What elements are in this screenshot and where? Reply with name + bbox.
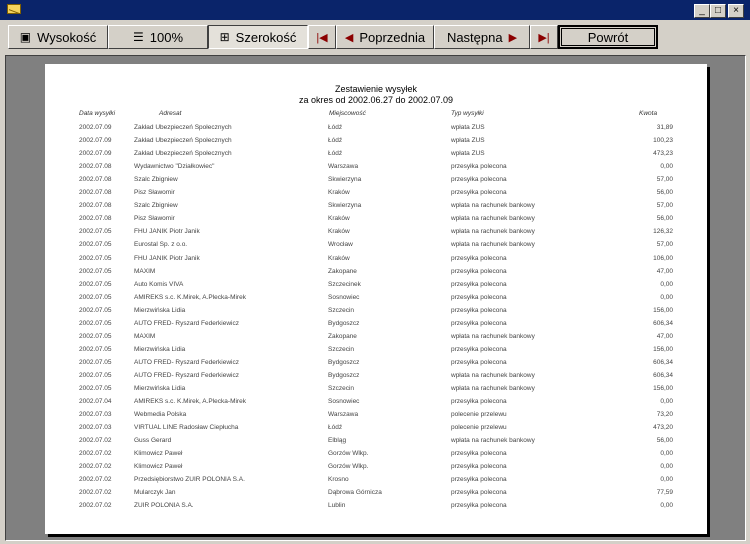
cell-type: przesyłka polecona [451,476,507,484]
cell-type: przesyłka polecona [451,358,507,366]
zoom-label: 100% [149,29,183,45]
table-row [45,463,707,476]
cell-date: 2002.07.09 [79,150,112,158]
header-amount: Kwota [639,110,658,117]
report-preview-area[interactable] [5,55,746,541]
table-row [45,268,707,281]
cell-amount: 77,59 [656,489,673,497]
cell-amount: 56,00 [656,215,673,223]
cell-place: Szczecin [328,385,355,392]
table-row [45,215,707,228]
cell-date: 2002.07.02 [79,463,112,471]
table-row [45,320,707,333]
page-icon: ▣ [19,30,32,44]
cell-type: przesyłka polecona [451,293,507,301]
cell-date: 2002.07.02 [79,489,112,497]
cell-place: Kraków [328,189,350,197]
cell-place: Bydgoszcz [328,371,360,379]
cell-type: przesyłka polecona [451,254,507,262]
cell-date: 2002.07.02 [79,502,112,510]
cell-amount: 73,20 [656,411,673,419]
cell-date: 2002.07.09 [79,137,112,145]
next-arrow-icon: ▶ [508,31,518,44]
cell-type: polecenie przelewu [451,411,507,419]
cell-date: 2002.07.05 [79,267,112,275]
cell-date: 2002.07.05 [79,228,112,236]
back-button[interactable] [558,25,658,49]
cell-type: przesyłka polecona [451,489,507,497]
cell-addressee: Mierzwińska Lidia [134,345,186,353]
table-row [45,294,707,307]
cell-addressee: Klimowicz Paweł [134,463,183,471]
table-row [45,346,707,359]
cell-type: przesyłka polecona [451,463,507,471]
cell-addressee: Eurostal Sp. z o.o. [134,241,188,249]
fit-width-label: Szerokość [235,29,297,45]
cell-addressee: Zakład Ubezpieczeń Społecznych [134,124,232,131]
cell-date: 2002.07.02 [79,437,112,445]
table-row [45,241,707,254]
cell-type: przesyłka polecona [451,163,507,171]
table-row [45,176,707,189]
table-row [45,255,707,268]
cell-amount: 31,89 [656,124,673,131]
cell-place: Warszawa [328,163,359,171]
cell-place: Kraków [328,254,350,262]
cell-amount: 0,00 [660,502,673,510]
cell-place: Łódź [328,124,343,131]
cell-date: 2002.07.05 [79,345,112,353]
cell-amount: 56,00 [656,189,673,197]
cell-place: Łódź [328,424,343,432]
cell-addressee: Guss Gerard [134,437,172,445]
first-page-button[interactable] [308,25,336,49]
table-row [45,476,707,489]
cell-amount: 606,34 [653,319,673,327]
cell-date: 2002.07.05 [79,332,112,340]
previous-arrow-icon: ◀ [344,31,354,44]
table-row [45,450,707,463]
table-row [45,385,707,398]
cell-addressee: Zakład Ubezpieczeń Społecznych [134,150,232,158]
cell-amount: 126,32 [653,228,673,236]
cell-place: Łódź [328,150,343,158]
cell-amount: 57,00 [656,176,673,184]
cell-type: przesyłka polecona [451,345,507,353]
cell-date: 2002.07.04 [79,398,112,406]
cell-addressee: VIRTUAL LINE Radosław Ciepłucha [134,424,239,432]
table-row [45,372,707,385]
cell-amount: 606,34 [653,358,673,366]
cell-place: Łódź [328,137,343,145]
last-page-icon: ▶| [538,31,550,44]
last-page-button[interactable] [530,25,558,49]
zoom-100-button[interactable] [108,25,208,49]
table-row [45,202,707,215]
cell-type: wpłata na rachunek bankowy [451,371,535,379]
envelope-icon [7,4,21,14]
cell-place: Szczecinek [328,280,361,288]
cell-date: 2002.07.02 [79,450,112,458]
cell-amount: 473,20 [653,424,673,432]
cell-date: 2002.07.03 [79,424,112,432]
cell-addressee: MAXIM [134,267,156,275]
cell-addressee: AUTO FRED- Ryszard Federkiewicz [134,358,239,366]
cell-place: Kraków [328,228,350,236]
cell-amount: 47,00 [656,267,673,275]
cell-addressee: FHU JANIK Piotr Janik [134,254,200,262]
cell-type: przesyłka polecona [451,306,507,314]
cell-date: 2002.07.05 [79,371,112,379]
cell-addressee: Szalc Zbigniew [134,202,178,210]
cell-addressee: Pisz Sławomir [134,215,175,223]
cell-addressee: Mierzwińska Lidia [134,306,186,314]
cell-place: Elbląg [328,437,347,445]
fit-width-button[interactable] [208,25,308,49]
cell-date: 2002.07.08 [79,189,112,197]
table-row [45,189,707,202]
cell-amount: 0,00 [660,463,673,471]
cell-amount: 606,34 [653,371,673,379]
cell-place: Gorzów Wlkp. [328,450,369,458]
cell-type: przesyłka polecona [451,450,507,458]
cell-date: 2002.07.08 [79,202,112,210]
table-row [45,489,707,502]
cell-addressee: Wydawnictwo "Działkowiec" [134,163,215,171]
cell-place: Warszawa [328,411,359,419]
cell-amount: 0,00 [660,280,673,288]
cell-addressee: Szalc Zbigniew [134,176,178,184]
previous-page-button[interactable] [336,25,434,49]
cell-addressee: Przedsiębiorstwo ZUIR POLONIA S.A. [134,476,245,484]
back-label: Powrót [587,29,629,45]
table-row [45,124,707,137]
cell-amount: 156,00 [653,306,673,314]
cell-type: przesyłka polecona [451,267,507,275]
cell-date: 2002.07.03 [79,411,112,419]
report-title: Zestawienie wysyłek [334,84,418,94]
table-row [45,424,707,437]
cell-place: Lublin [328,502,346,510]
report-subtitle: za okres od 2002.06.27 do 2002.07.09 [298,95,454,105]
cell-amount: 0,00 [660,398,673,406]
fit-height-button[interactable] [8,25,108,49]
cell-place: Sosnowiec [328,293,360,301]
close-button[interactable]: × [728,4,744,18]
cell-date: 2002.07.05 [79,293,112,301]
cell-type: przesyłka polecona [451,176,507,184]
table-row [45,502,707,515]
cell-amount: 56,00 [656,437,673,445]
cell-place: Bydgoszcz [328,319,360,327]
next-page-button[interactable] [434,25,530,49]
cell-amount: 57,00 [656,202,673,210]
cell-type: przesyłka polecona [451,189,507,197]
cell-amount: 0,00 [660,293,673,301]
cell-type: przesyłka polecona [451,398,507,406]
cell-type: wpłata na rachunek bankowy [451,215,535,223]
header-addressee: Adresat [159,110,182,117]
cell-type: wpłata na rachunek bankowy [451,437,535,445]
cell-type: wpłata ZUS [451,150,485,158]
first-page-icon: |◀ [316,31,328,44]
cell-addressee: Webmedia Polska [134,411,187,419]
cell-type: przesyłka polecona [451,319,507,327]
cell-addressee: AMIREKS s.c. K.Mirek, A.Plecka-Mirek [134,398,246,406]
cell-date: 2002.07.09 [79,124,112,131]
table-row [45,137,707,150]
cell-type: wpłata ZUS [451,137,485,145]
cell-date: 2002.07.05 [79,319,112,327]
cell-date: 2002.07.08 [79,215,112,223]
header-place: Miejscowość [329,110,366,117]
cell-addressee: AMIREKS s.c. K.Mirek, A.Plecka-Mirek [134,293,246,301]
cell-place: Skwierzyna [328,202,362,210]
cell-place: Sosnowiec [328,398,360,406]
cell-amount: 473,23 [653,150,673,158]
cell-place: Zakopane [328,267,357,275]
cell-place: Dąbrowa Górnicza [328,489,382,497]
cell-date: 2002.07.05 [79,358,112,366]
report-page [45,64,707,534]
cell-addressee: AUTO FRED- Ryszard Federkiewicz [134,371,239,379]
page-width-icon: ⊞ [219,30,230,44]
cell-addressee: AUTO FRED- Ryszard Federkiewicz [134,319,239,327]
cell-amount: 57,00 [656,241,673,249]
cell-addressee: FHU JANIK Piotr Janik [134,228,200,236]
table-row [45,359,707,372]
cell-addressee: Auto Komis VIVA [134,280,184,288]
cell-date: 2002.07.05 [79,280,112,288]
header-date: Data wysyłki [79,110,116,117]
lines-icon: ☰ [132,30,144,44]
cell-addressee: Pisz Sławomir [134,189,175,197]
header-type: Typ wysyłki [451,110,484,117]
table-row [45,228,707,241]
cell-date: 2002.07.05 [79,241,112,249]
cell-place: Zakopane [328,332,357,340]
cell-date: 2002.07.05 [79,254,112,262]
cell-amount: 0,00 [660,163,673,171]
table-row [45,411,707,424]
cell-date: 2002.07.08 [79,163,112,171]
table-row [45,150,707,163]
cell-place: Krosno [328,476,349,484]
cell-place: Wrocław [328,241,353,249]
toolbar [0,20,750,54]
cell-type: przesyłka polecona [451,280,507,288]
minimize-button[interactable]: _ [694,4,710,18]
cell-place: Bydgoszcz [328,358,360,366]
previous-label: Poprzednia [359,29,426,45]
cell-addressee: ZUIR POLONIA S.A. [134,502,194,510]
cell-date: 2002.07.08 [79,176,112,184]
cell-amount: 156,00 [653,385,673,392]
cell-amount: 47,00 [656,332,673,340]
cell-place: Szczecin [328,306,355,314]
table-row [45,281,707,294]
cell-addressee: Mierzwińska Lidia [134,385,186,392]
table-row [45,163,707,176]
title-bar [0,0,750,20]
cell-addressee: Mularczyk Jan [134,489,176,497]
cell-place: Kraków [328,215,350,223]
cell-type: wpłata na rachunek bankowy [451,241,535,249]
cell-addressee: MAXIM [134,332,156,340]
cell-date: 2002.07.02 [79,476,112,484]
cell-place: Gorzów Wlkp. [328,463,369,471]
cell-amount: 0,00 [660,450,673,458]
cell-amount: 0,00 [660,476,673,484]
cell-type: wpłata na rachunek bankowy [451,332,535,340]
table-row [45,307,707,320]
cell-amount: 106,00 [653,254,673,262]
maximize-button[interactable]: □ [710,4,726,18]
cell-date: 2002.07.05 [79,306,112,314]
cell-type: polecenie przelewu [451,424,507,432]
cell-place: Szczecin [328,345,355,353]
cell-type: wpłata na rachunek bankowy [451,228,535,236]
cell-addressee: Zakład Ubezpieczeń Społecznych [134,137,232,145]
cell-type: wpłata na rachunek bankowy [451,202,535,210]
cell-type: wpłata na rachunek bankowy [451,385,535,392]
cell-type: przesyłka polecona [451,502,507,510]
cell-date: 2002.07.05 [79,385,112,392]
fit-height-label: Wysokość [37,29,97,45]
cell-type: wpłata ZUS [451,124,485,131]
cell-addressee: Klimowicz Paweł [134,450,183,458]
table-row [45,398,707,411]
table-row [45,333,707,346]
cell-amount: 156,00 [653,345,673,353]
cell-place: Skwierzyna [328,176,362,184]
cell-amount: 100,23 [653,137,673,145]
table-row [45,437,707,450]
next-label: Następna [446,29,503,45]
